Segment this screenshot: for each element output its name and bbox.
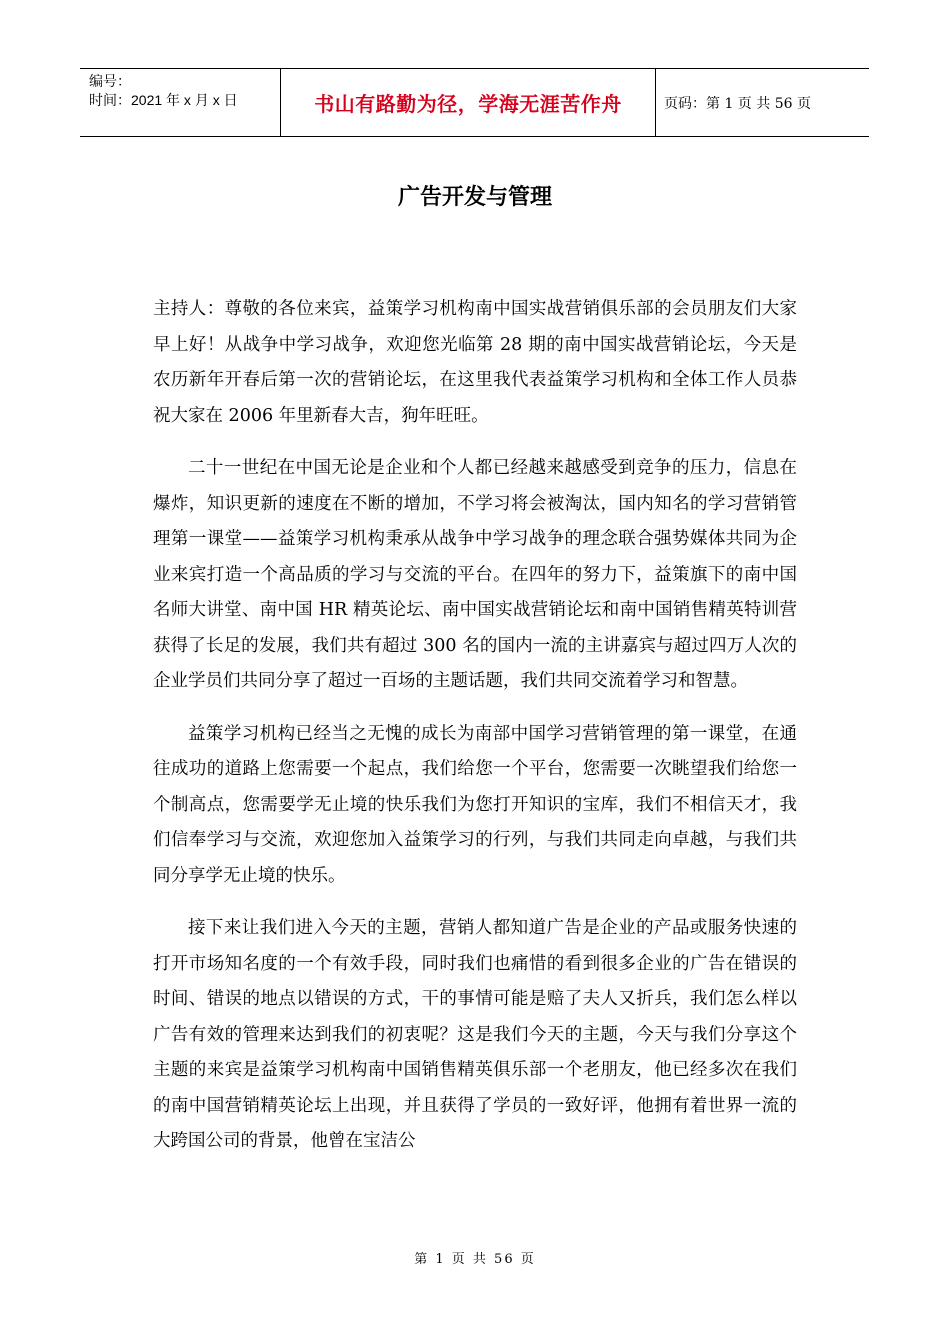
header-page-cell [656, 69, 869, 136]
document-time-label: 时间：2021 年 x 月 x 日 [89, 92, 238, 108]
document-number-label: 编号： [89, 73, 131, 89]
header-info-cell [80, 69, 280, 136]
header-motto: 书山有路勤为径，学海无涯苦作舟 [314, 92, 622, 116]
header-motto-cell [280, 69, 656, 136]
paragraph: 接下来让我们进入今天的主题，营销人都知道广告是企业的产品或服务快速的打开市场知名度的一个有效手段，同时我们也痛惜的看到很多企业的广告在错误的时间、错误的地点以错误的方式，干的事情可能是赔了夫人又折兵，我们怎么样以广告有效的管理来达到我们的初衷呢？这是我们今天的主题，今天与我们分享这个主题的来宾是益策学习机构南中国销售精英俱乐部一个老朋友，他已经多次在我们的南中国营销精英论坛上出现，并且获得了学员的一致好评，他拥有着世界一流的大跨国公司的背景，他曾在宝洁公 [153, 918, 797, 1151]
page-header [80, 68, 869, 137]
document-title: 广告开发与管理 [397, 185, 552, 210]
page-footer: 第 1 页 共 56 页 [414, 1252, 536, 1267]
header-page-code: 页码：第 1 页 共 56 页 [664, 95, 811, 112]
paragraph: 益策学习机构已经当之无愧的成长为南部中国学习营销管理的第一课堂，在通往成功的道路上您需要一个起点，我们给您一个平台，您需要一次眺望我们给您一个制高点，您需要学无止境的快乐我们为您打开知识的宝库，我们不相信天才，我们信奉学习与交流，欢迎您加入益策学习的行列，与我们共同走向卓越，与我们共同分享学无止境的快乐。 [153, 723, 797, 886]
paragraph: 主持人：尊敬的各位来宾，益策学习机构南中国实战营销俱乐部的会员朋友们大家早上好！从战争中学习战争，欢迎您光临第 28 期的南中国实战营销论坛，今天是农历新年开春后第一次的营销论坛，在这里我代表益策学习机构和全体工作人员恭祝大家在 2006 年里新春大吉，狗年旺旺。 [153, 299, 797, 426]
paragraph: 二十一世纪在中国无论是企业和个人都已经越来越感受到竞争的压力，信息在爆炸，知识更新的速度在不断的增加，不学习将会被淘汰，国内知名的学习营销管理第一课堂——益策学习机构秉承从战争中学习战争的理念联合强势媒体共同为企业来宾打造一个高品质的学习与交流的平台。在四年的努力下，益策旗下的南中国名师大讲堂、南中国 HR 精英论坛、南中国实战营销论坛和南中国销售精英特训营获得了长足的发展，我们共有超过 300 名的国内一流的主讲嘉宾与超过四万人次的企业学员们共同分享了超过一百场的主题话题，我们共同交流着学习和智慧。 [153, 458, 797, 691]
document-body [153, 292, 797, 1177]
